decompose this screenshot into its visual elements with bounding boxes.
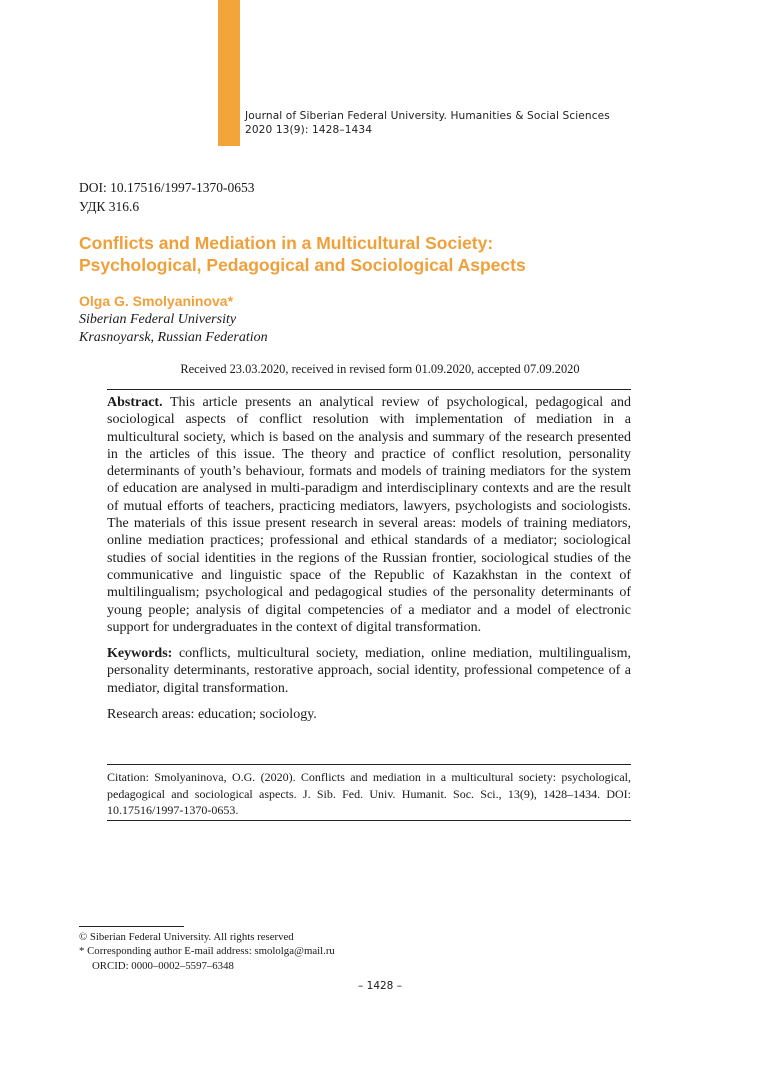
citation-top-rule xyxy=(107,764,631,765)
citation-bottom-rule xyxy=(107,820,631,821)
affiliation-location: Krasnoyarsk, Russian Federation xyxy=(79,330,268,345)
author-name: Olga G. Smolyaninova* xyxy=(79,293,234,309)
orcid-note: ORCID: 0000–0002–5597–6348 xyxy=(92,959,234,972)
abstract-paragraph xyxy=(107,394,631,636)
journal-issue: 2020 13(9): 1428–1434 xyxy=(245,124,373,136)
journal-header xyxy=(245,109,610,137)
abstract-label: Abstract. xyxy=(107,395,163,410)
title-line-1: Conflicts and Mediation in a Multicultural Society: xyxy=(79,233,494,253)
page-number: – 1428 – xyxy=(358,980,402,992)
footnotes xyxy=(79,930,335,973)
keywords-label: Keywords: xyxy=(107,646,173,662)
abstract-top-rule xyxy=(107,389,631,390)
article-meta xyxy=(79,178,255,216)
article-title xyxy=(79,232,679,276)
footnote-rule xyxy=(79,926,184,927)
keywords-text: conflicts, multicultural society, mediation, online mediation, multilingualism, personality determinants, restorative approach, social identity, professional competence of a mediator, digital transformation. xyxy=(107,646,631,696)
abstract-text: This article presents an analytical review of psychological, pedagogical and sociological aspects of conflict resolution with implementation of mediation in a multicultural society, which is based on the analysis and summary of the research presented in the articles of this issue. The theory and practice of conflict resolution, personality determinants of youth’s behaviour, formats and models of training mediators for the system of education are analysed in multi-paradigm and interdisciplinary contexts and are the result of mutual efforts of teachers, practicing mediators, lawyers, psychologists and sociologists. The materials of this issue present research in several areas: models of training mediators, online mediation practices; professional and ethical standards of a mediator; sociological studies of social identities in the regions of the Russian frontier, sociological studies of the communicative and linguistic space of the Republic of Kazakhstan in the context of multilingualism; psychological and pedagogical studies of the personality determinants of young people; analysis of digital competencies of a mediator and a model of electronic support for undergraduates in the context of digital transformation. xyxy=(107,395,631,635)
research-areas: Research areas: education; sociology. xyxy=(107,707,317,723)
corresponding-author-note: * Corresponding author E-mail address: smololga@mail.ru xyxy=(79,945,335,958)
citation: Citation: Smolyaninova, O.G. (2020). Conflicts and mediation in a multicultural society: psychological, pedagogical and sociological aspects. J. Sib. Fed. Univ. Humanit. Soc. Sci., 13(9), 1428–1434. DOI: 10.17516/1997-1370-0653. xyxy=(107,770,631,817)
journal-name: Journal of Siberian Federal University. Humanities & Social Sciences xyxy=(245,110,610,122)
title-line-2: Psychological, Pedagogical and Sociological Aspects xyxy=(79,255,526,275)
udk: УДК 316.6 xyxy=(79,199,140,214)
affiliation-university: Siberian Federal University xyxy=(79,312,237,327)
abstract-block xyxy=(107,394,631,732)
received-dates: Received 23.03.2020, received in revised form 01.09.2020, accepted 07.09.2020 xyxy=(180,362,580,376)
keywords-paragraph xyxy=(107,645,631,697)
copyright-note: © Siberian Federal University. All rights reserved xyxy=(79,931,294,943)
header-accent-bar xyxy=(218,0,240,146)
author-affiliation xyxy=(79,311,268,347)
doi: DOI: 10.17516/1997-1370-0653 xyxy=(79,180,255,195)
